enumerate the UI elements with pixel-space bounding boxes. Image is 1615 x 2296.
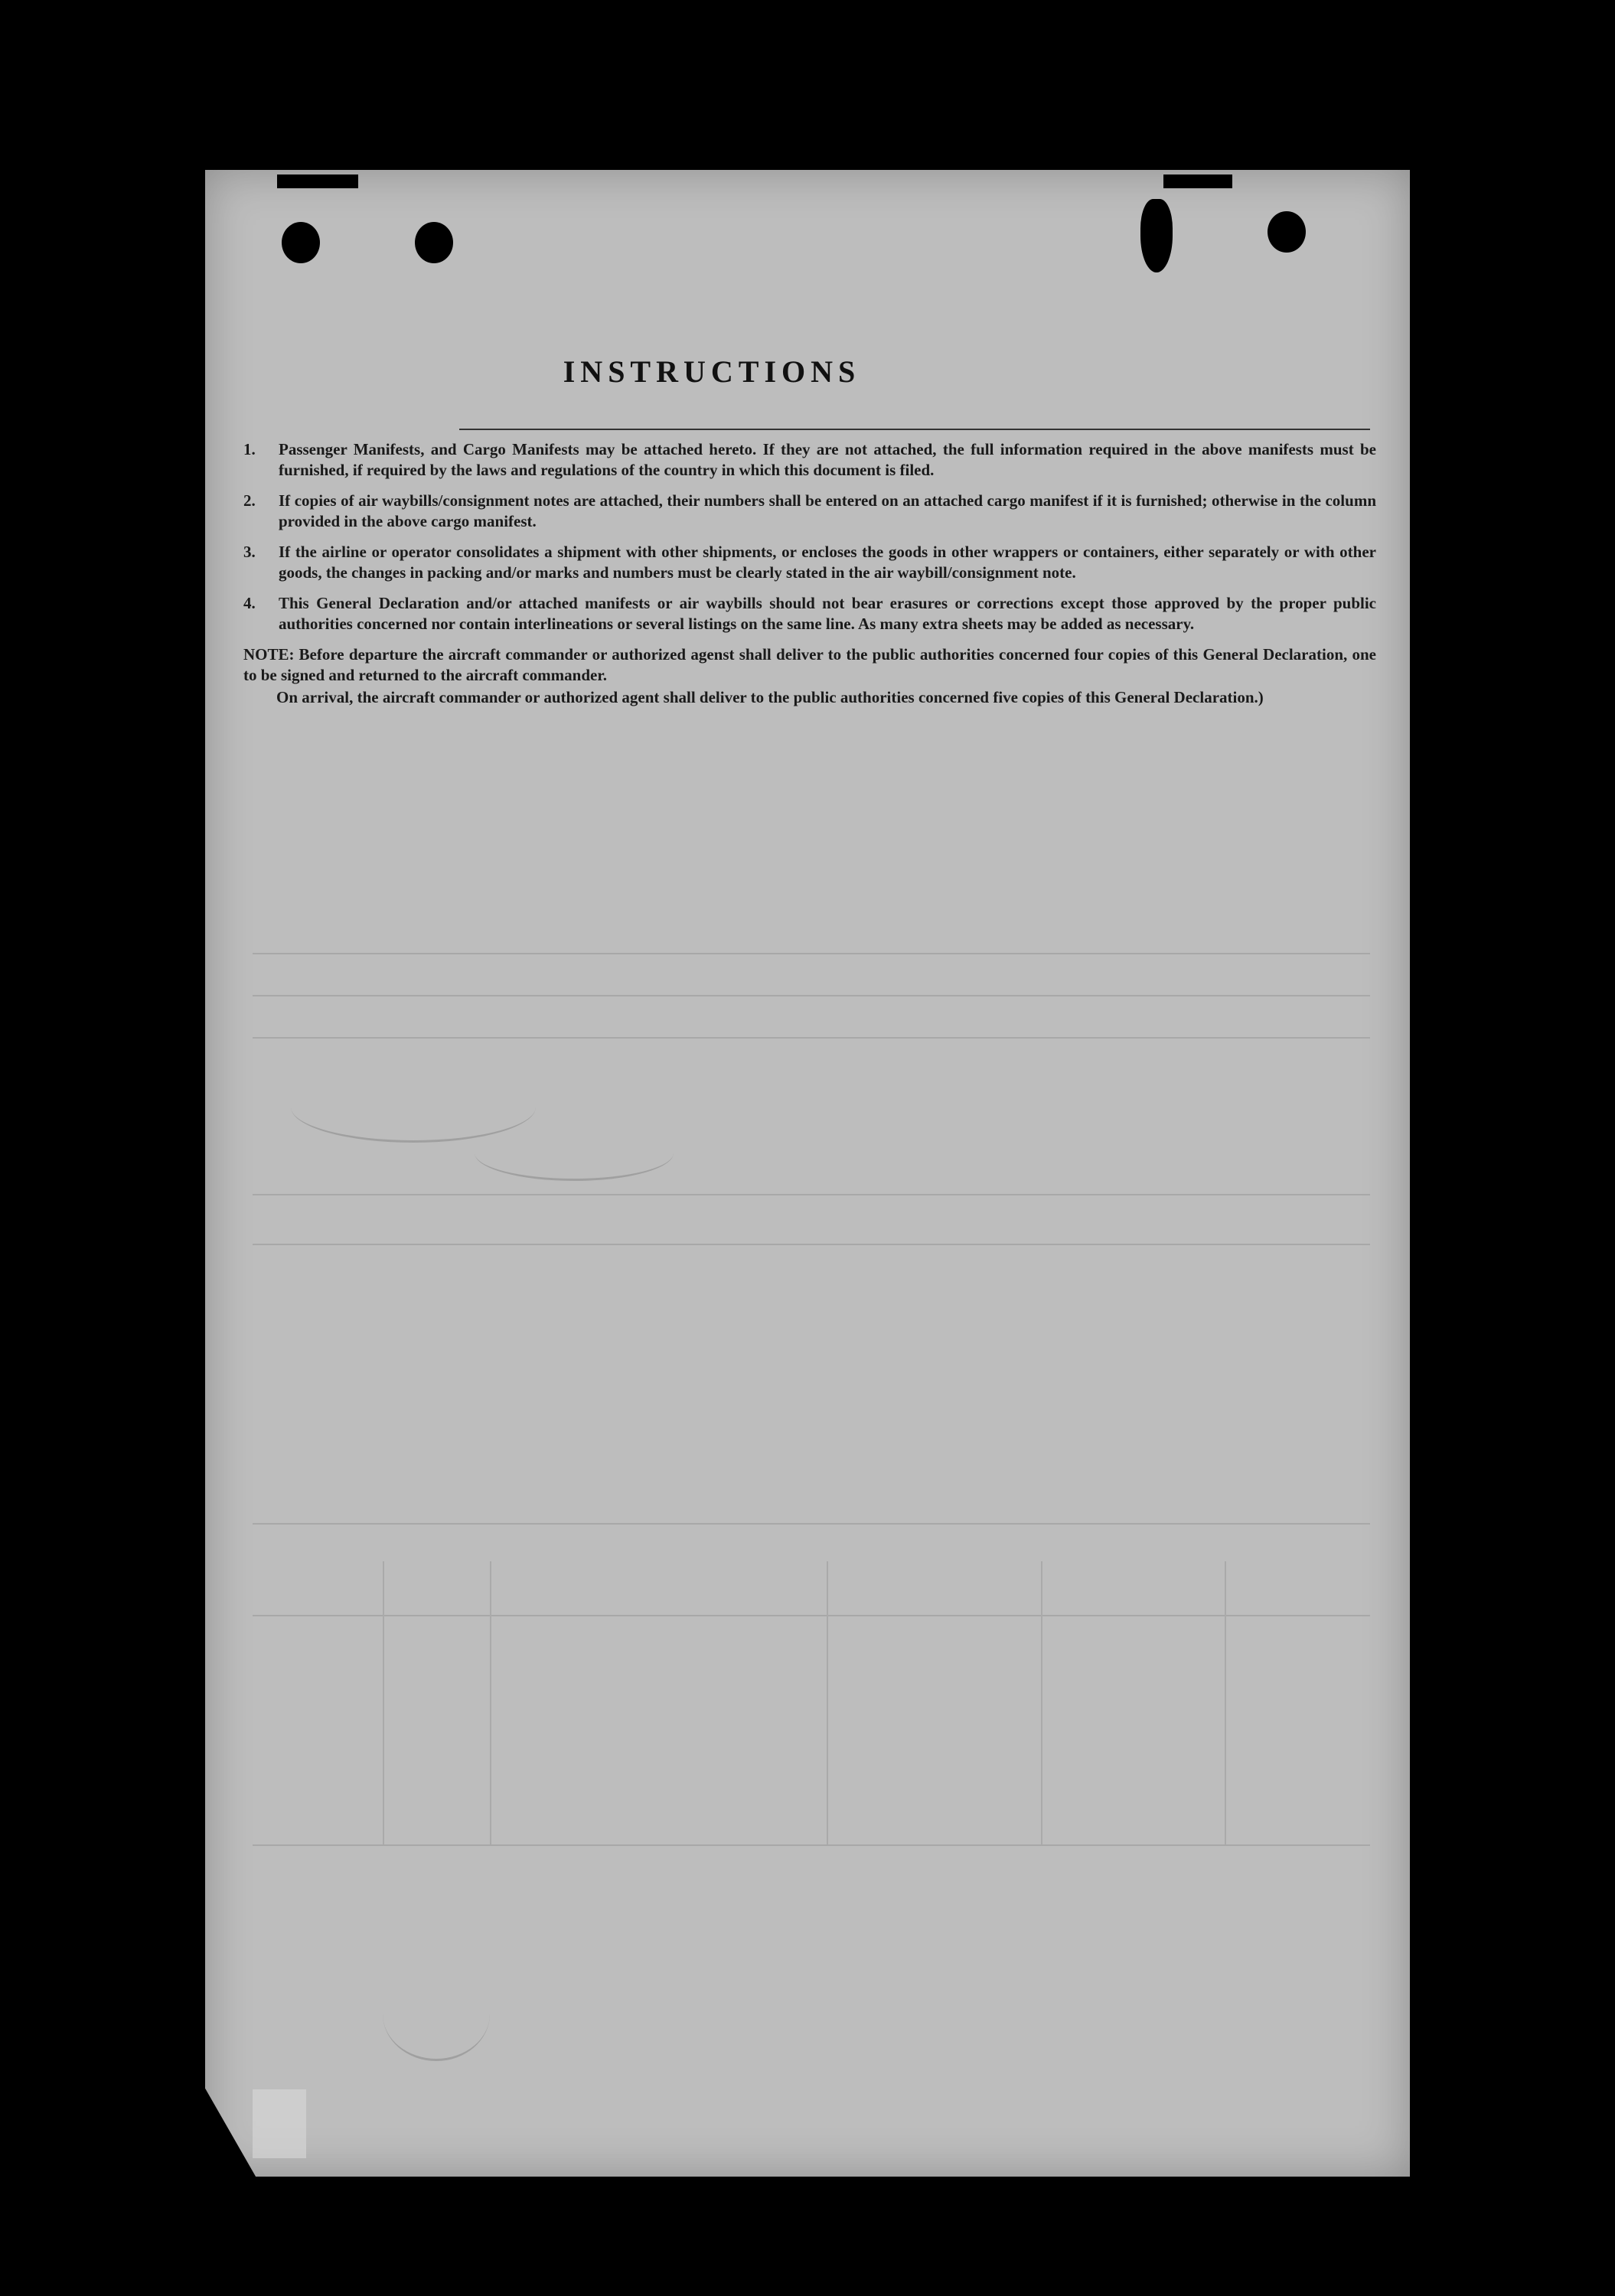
instruction-number: 4. (243, 594, 256, 612)
instruction-item (243, 439, 1376, 481)
bleed-through-signature (475, 1125, 674, 1181)
instruction-item (243, 542, 1376, 583)
punch-hole (1268, 211, 1306, 253)
bleed-through-rule (383, 1561, 384, 1844)
note-arrival (243, 687, 1376, 708)
bleed-through-signature (383, 1967, 490, 2061)
title-rule (459, 429, 1370, 430)
note-arrival-text: On arrival, the aircraft commander or authorized agent shall deliver to the public authorities concerned five copies of this General Declaration.) (276, 688, 1264, 706)
instruction-text: Passenger Manifests, and Cargo Manifests may be attached hereto. If they are not attached, the full information required in the above manifests must be furnished, if required by the laws and regulations of the country in which this document is filed. (279, 440, 1376, 479)
bleed-through-rule (490, 1561, 491, 1844)
binding-tab-right (1163, 174, 1232, 188)
instructions-list (243, 439, 1376, 708)
instruction-number: 3. (243, 543, 256, 561)
punch-hole (282, 222, 320, 263)
instructions-title: INSTRUCTIONS (563, 354, 861, 389)
corner-stain (253, 2089, 306, 2158)
bleed-through-rule (253, 953, 1370, 954)
bleed-through-rule (253, 1244, 1370, 1245)
binding-tab-left (277, 174, 358, 188)
note-departure (243, 644, 1376, 686)
bleed-through-rule (253, 995, 1370, 996)
bleed-through-rule (253, 1615, 1370, 1616)
bleed-through-rule (1225, 1561, 1226, 1844)
instruction-text: If the airline or operator consolidates a shipment with other shipments, or encloses the goods in other wrappers or containers, either separately or with other goods, the changes in packing and/or marks and numbers must be clearly stated in the air waybill/consignment note. (279, 543, 1376, 582)
bleed-through-rule (1041, 1561, 1042, 1844)
instruction-text: If copies of air waybills/consignment notes are attached, their numbers shall be entered on an attached cargo manifest if it is furnished; otherwise in the column provided in the above cargo manifest. (279, 491, 1376, 530)
note-block (243, 644, 1376, 708)
note-label: NOTE: (243, 645, 295, 664)
instruction-number: 2. (243, 491, 256, 510)
instruction-item (243, 593, 1376, 634)
note-departure-text: Before departure the aircraft commander or authorized agenst shall deliver to the public authorities concerned four copies of this General Declaration, one to be signed and returned to the aircraft commander. (243, 645, 1376, 684)
bleed-through-rule (253, 1194, 1370, 1195)
bleed-through-rule (253, 1523, 1370, 1525)
bleed-through-rule (253, 1037, 1370, 1039)
punch-hole (415, 222, 453, 263)
punch-hole (1140, 199, 1173, 272)
bleed-through-rule (827, 1561, 828, 1844)
instruction-item (243, 491, 1376, 532)
bleed-through-signature (291, 1071, 536, 1143)
instruction-text: This General Declaration and/or attached manifests or air waybills should not bear erasures or corrections except those approved by the proper public authorities concerned nor contain interlineations or several listings on the same line. As many extra sheets may be added as necessary. (279, 594, 1376, 633)
bleed-through-rule (253, 1844, 1370, 1846)
instruction-number: 1. (243, 440, 256, 458)
